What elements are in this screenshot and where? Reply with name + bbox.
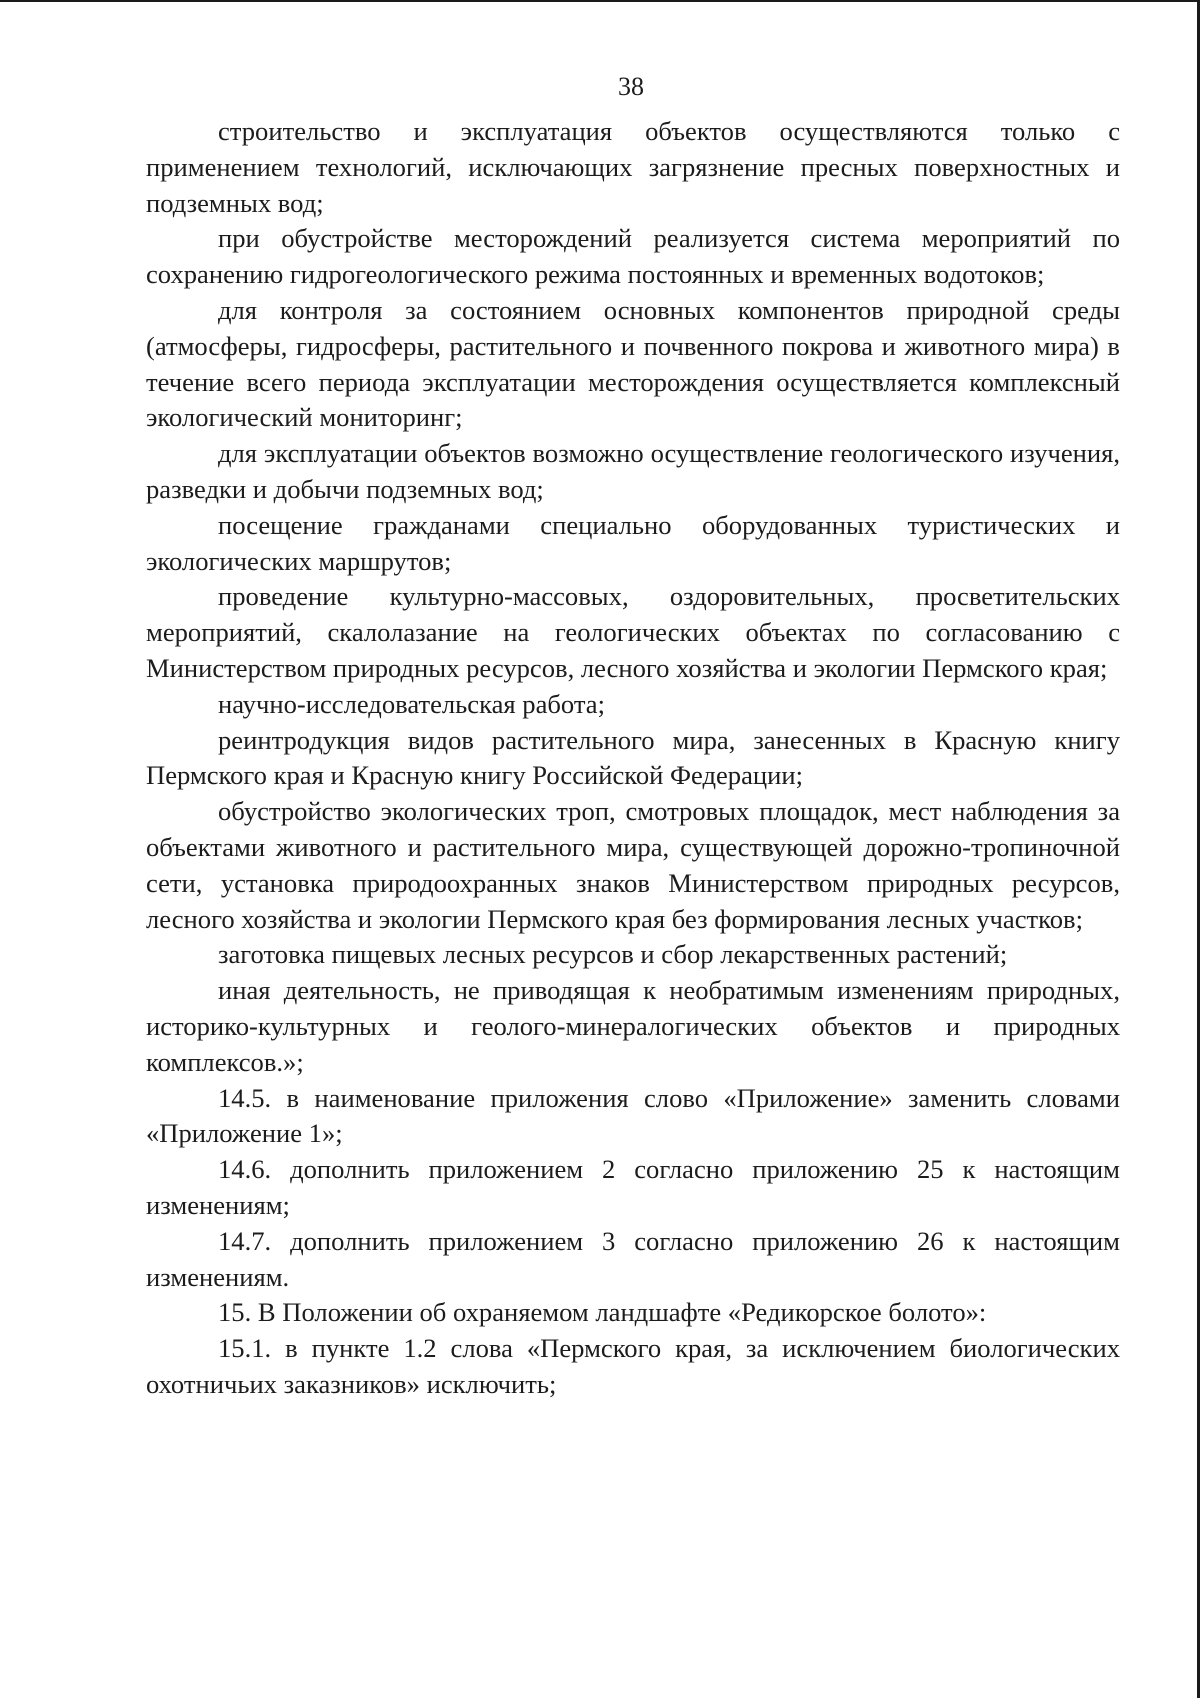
paragraph: 14.7. дополнить приложением 3 согласно приложению 26 к настоящим изменениям. bbox=[146, 1225, 1120, 1292]
paragraph: строительство и эксплуатация объектов осуществляются только с применением технологий, исключающих загрязнение пресных поверхностных и подземных вод; bbox=[146, 116, 1120, 218]
paragraph: 14.5. в наименование приложения слово «Приложение» заменить словами «Приложение 1»; bbox=[146, 1082, 1120, 1149]
document-body bbox=[146, 114, 1120, 1403]
paragraph: научно-исследовательская работа; bbox=[218, 688, 605, 719]
paragraph: для контроля за состоянием основных компонентов природной среды (атмосферы, гидросферы, растительного и почвенного покрова и животного мира) в течение всего периода эксплуатации месторождения осуществляется комплексный экологический мониторинг; bbox=[146, 294, 1120, 433]
paragraph: при обустройстве месторождений реализуется система мероприятий по сохранению гидрогеологического режима постоянных и временных водотоков; bbox=[146, 223, 1120, 290]
paragraph: обустройство экологических троп, смотровых площадок, мест наблюдения за объектами животного и растительного мира, существующей дорожно-тропиночной сети, установка природоохранных знаков Министерством природных ресурсов, лесного хозяйства и экологии Пермского края без формирования лесных участков; bbox=[146, 796, 1120, 934]
paragraph: реинтродукция видов растительного мира, занесенных в Красную книгу Пермского края и Красную книгу Российской Федерации; bbox=[146, 724, 1120, 791]
paragraph: 14.6. дополнить приложением 2 согласно приложению 25 к настоящим изменениям; bbox=[146, 1154, 1120, 1220]
paragraph: заготовка пищевых лесных ресурсов и сбор лекарственных растений; bbox=[218, 939, 1008, 970]
paragraph: проведение культурно-массовых, оздоровительных, просветительских мероприятий, скалолазание на геологических объектах по согласованию с Министерством природных ресурсов, лесного хозяйства и экологии Пермского края; bbox=[146, 581, 1120, 683]
paragraph: 15.1. в пункте 1.2 слова «Пермского края, за исключением биологических охотничьих заказников» исключить; bbox=[146, 1333, 1120, 1399]
paragraph: посещение гражданами специально оборудованных туристических и экологических маршрутов; bbox=[146, 509, 1120, 576]
paragraph: для эксплуатации объектов возможно осуществление геологического изучения, разведки и добычи подземных вод; bbox=[146, 438, 1120, 504]
page-number: 38 bbox=[618, 72, 644, 101]
paragraph: 15. В Положении об охраняемом ландшафте «Редикорское болото»: bbox=[218, 1297, 987, 1328]
paragraph: иная деятельность, не приводящая к необратимым изменениям природных, историко-культурных и геолого-минералогических объектов и природных комплексов.»; bbox=[146, 975, 1120, 1077]
scan-edge-top bbox=[0, 0, 1200, 2]
